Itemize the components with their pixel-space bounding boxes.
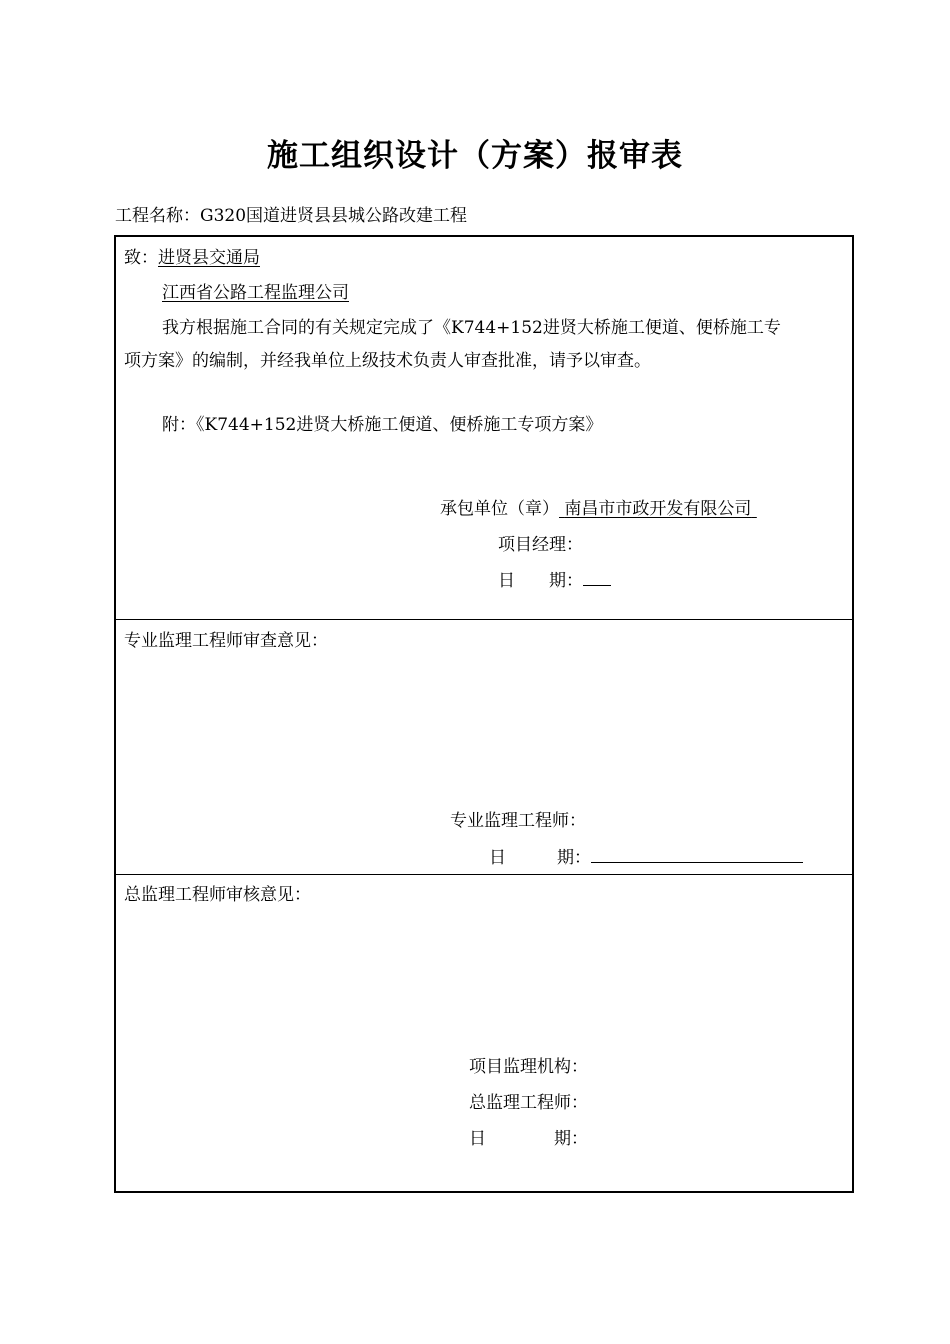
chief-engineer-label: 总监理工程师： [469,1093,588,1113]
contractor-line [440,494,757,519]
contractor-name: 南昌市市政开发有限公司 [564,499,752,519]
approval-form-table [114,235,854,1193]
specialist-review-heading: 专业监理工程师审查意见： [124,631,328,651]
request-body-line-1: 我方根据施工合同的有关规定完成了《K744+152进贤大桥施工便道、便桥施工专 [162,318,781,338]
contractor-date-label: 日 期： [498,571,583,591]
request-body-line-2: 项方案》的编制，并经我单位上级技术负责人审查批准，请予以审查。 [124,351,651,371]
project-name-line [115,201,467,226]
specialist-date-line [489,843,803,868]
page-title: 施工组织设计（方案）报审表 [267,138,683,174]
specialist-date-label: 日 期： [489,848,591,868]
specialist-date-blank[interactable] [591,861,803,863]
attachment-line: 附：《K744+152进贤大桥施工便道、便桥施工专项方案》 [162,415,603,435]
chief-review-heading: 总监理工程师审核意见： [124,885,311,905]
contractor-date-blank[interactable] [583,584,611,586]
section-divider-2 [116,874,852,875]
supervision-org-label: 项目监理机构： [469,1057,588,1077]
specialist-engineer-label: 专业监理工程师： [450,811,586,831]
contractor-date-line [498,566,611,591]
addressee-line [124,243,260,268]
chief-date-label: 日 期： [469,1129,588,1149]
contractor-label: 承包单位（章） [440,499,559,519]
project-name: G320国道进贤县县城公路改建工程 [200,206,468,226]
addressee-label: 致： [124,248,158,268]
addressee-recipient: 进贤县交通局 [158,248,260,268]
addressee-recipient-2: 江西省公路工程监理公司 [162,283,349,303]
section-divider-1 [116,619,852,620]
project-manager-label: 项目经理： [498,535,583,555]
project-label: 工程名称： [115,206,200,226]
